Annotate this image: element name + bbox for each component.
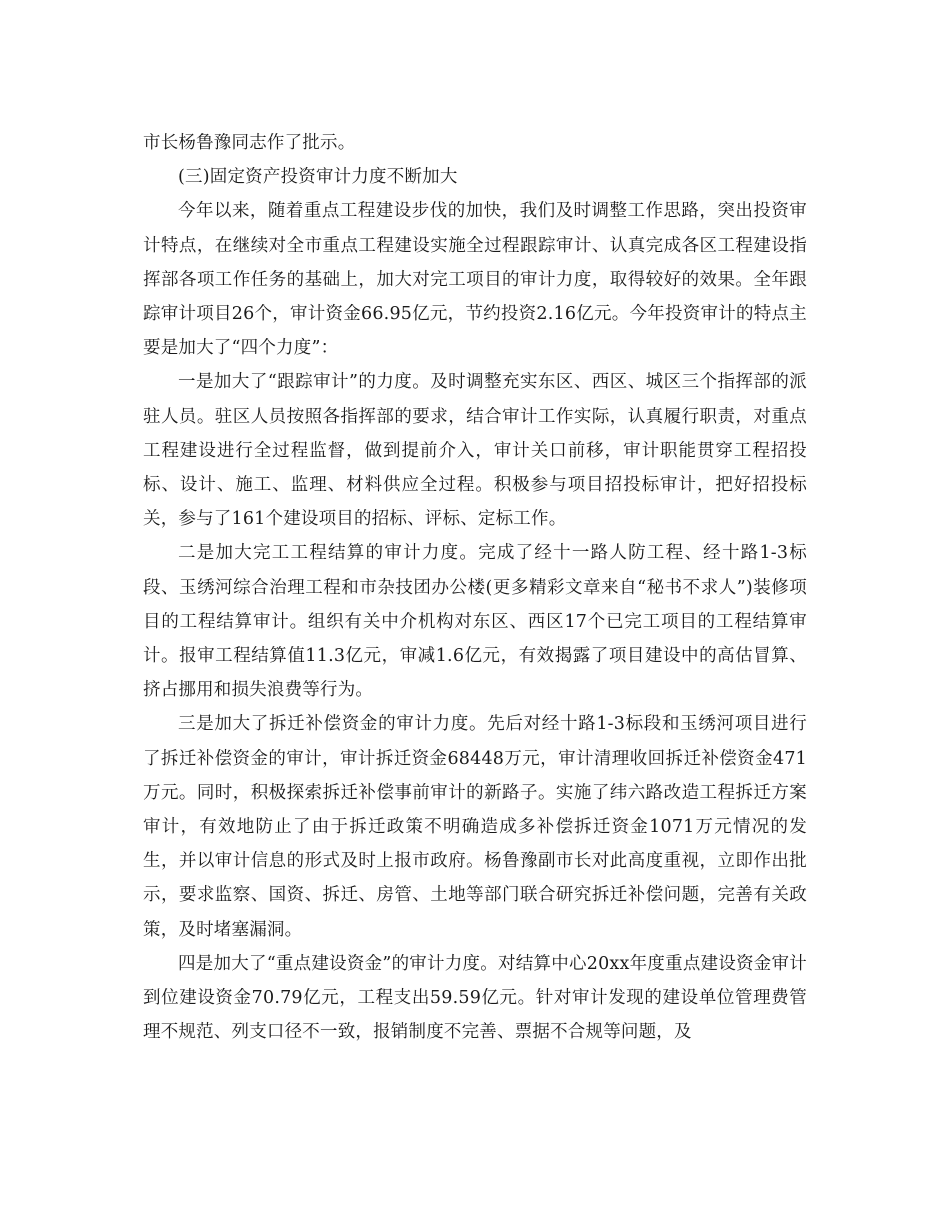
paragraph-point-one: 一是加大了“跟踪审计”的力度。及时调整充实东区、西区、城区三个指挥部的派驻人员。驻区人员按照各指挥部的要求，结合审计工作实际，认真履行职责，对重点工程建设进行全过程监督，做到提前介入，审计关口前移，审计职能贯穿工程招投标、设计、施工、监理、材料供应全过程。积极参与项目招投标审计，把好招投标关，参与了161个建设项目的招标、评标、定标工作。 <box>143 372 807 530</box>
paragraph-intro: 今年以来，随着重点工程建设步伐的加快，我们及时调整工作思路，突出投资审计特点，在继续对全市重点工程建设实施全过程跟踪审计、认真完成各区工程建设指挥部各项工作任务的基础上，加大对完工项目的审计力度，取得较好的效果。全年跟踪审计项目26个，审计资金66.95亿元，节约投资2.16亿元。今年投资审计的特点主要是加大了“四个力度”： <box>143 201 807 359</box>
paragraph-point-three: 三是加大了拆迁补偿资金的审计力度。先后对经十路1-3标段和玉绣河项目进行了拆迁补偿资金的审计，审计拆迁资金68448万元，审计清理收回拆迁补偿资金471万元。同时，积极探索拆迁补偿事前审计的新路子。实施了纬六路改造工程拆迁方案审计，有效地防止了由于拆迁政策不明确造成多补偿拆迁资金1071万元情况的发生，并以审计信息的形式及时上报市政府。杨鲁豫副市长对此高度重视，立即作出批示，要求监察、国资、拆迁、房管、土地等部门联合研究拆迁补偿问题，完善有关政策，及时堵塞漏洞。 <box>143 714 807 940</box>
paragraph-continuation: 市长杨鲁豫同志作了批示。 <box>143 133 356 153</box>
paragraph-point-two: 二是加大完工工程结算的审计力度。完成了经十一路人防工程、经十路1-3标段、玉绣河综合治理工程和市杂技团办公楼(更多精彩文章来自“秘书不求人”)装修项目的工程结算审计。组织有关中介机构对东区、西区17个已完工项目的工程结算审计。报审工程结算值11.3亿元，审减1.6亿元，有效揭露了项目建设中的高估冒算、挤占挪用和损失浪费等行为。 <box>143 543 807 701</box>
section-heading: (三)固定资产投资审计力度不断加大 <box>178 167 458 188</box>
paragraph-point-four: 四是加大了“重点建设资金”的审计力度。对结算中心20xx年度重点建设资金审计到位建设资金70.79亿元，工程支出59.59亿元。针对审计发现的建设单位管理费管理不规范、列支口径不一致，报销制度不完善、票据不合规等问题，及 <box>143 953 807 1043</box>
document-body <box>143 126 807 1049</box>
